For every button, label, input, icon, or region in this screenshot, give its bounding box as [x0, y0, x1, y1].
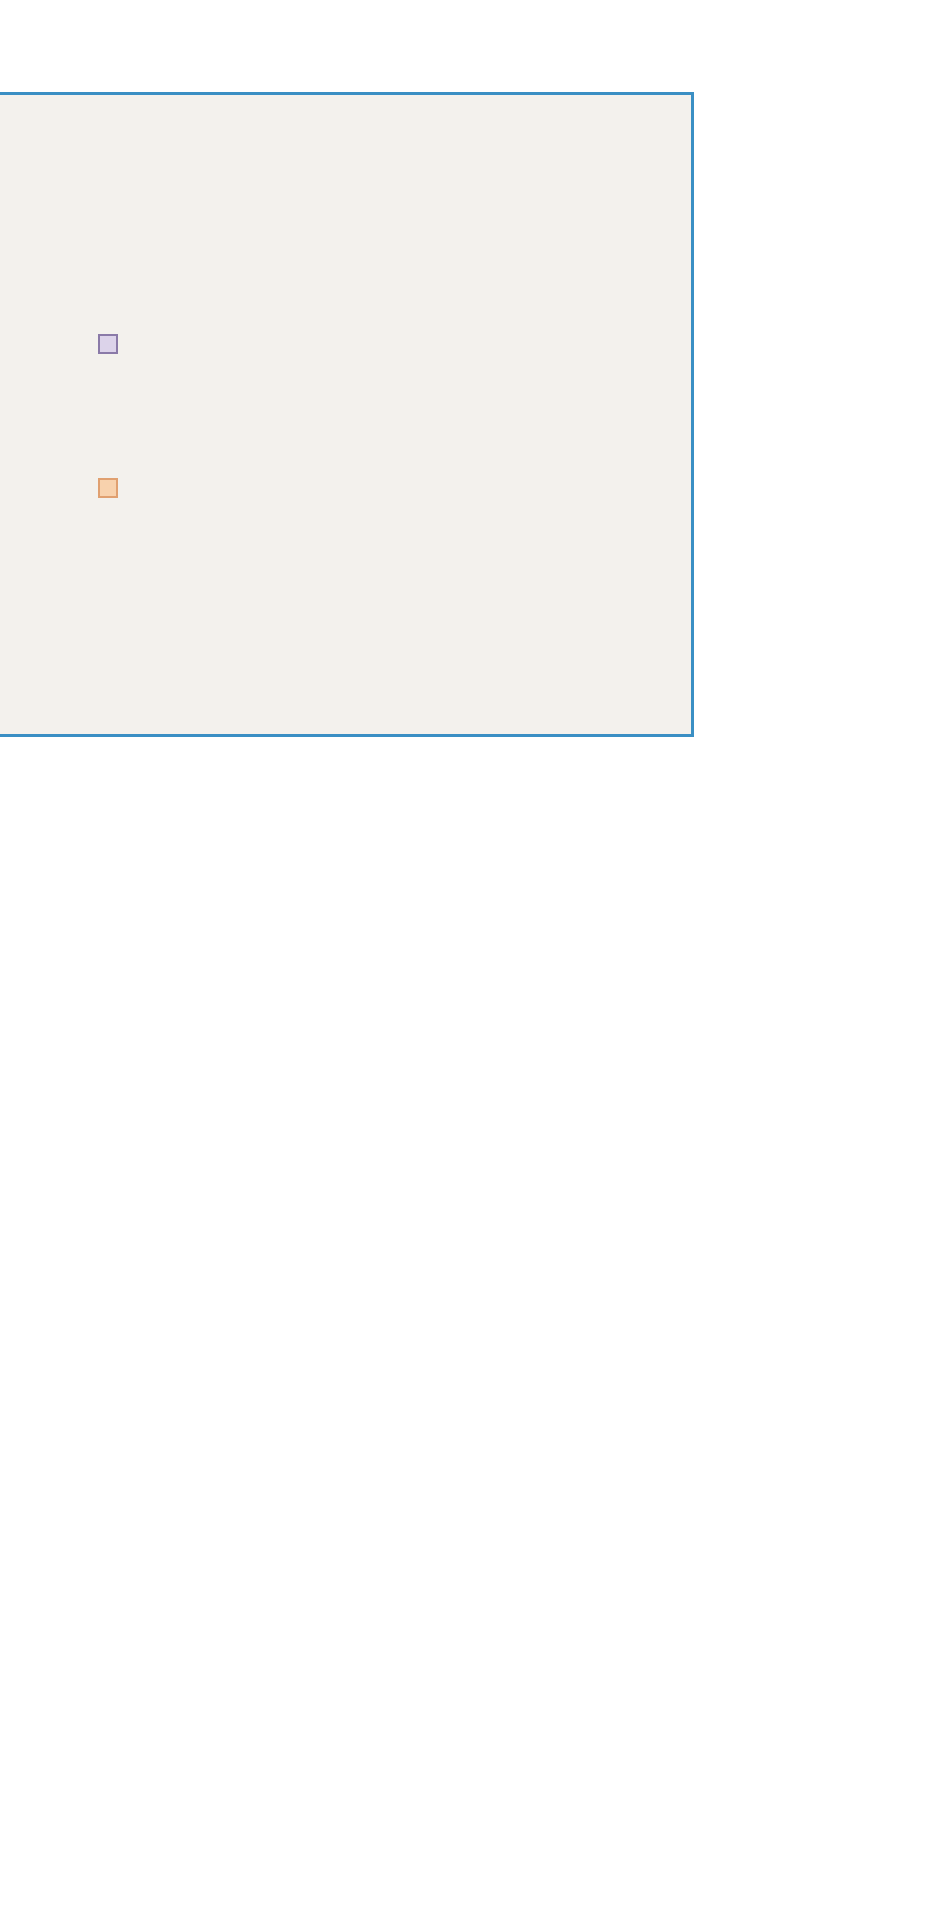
- termination-swatch: [98, 478, 118, 498]
- initiation-swatch: [98, 334, 118, 354]
- codon-table: [0, 92, 694, 737]
